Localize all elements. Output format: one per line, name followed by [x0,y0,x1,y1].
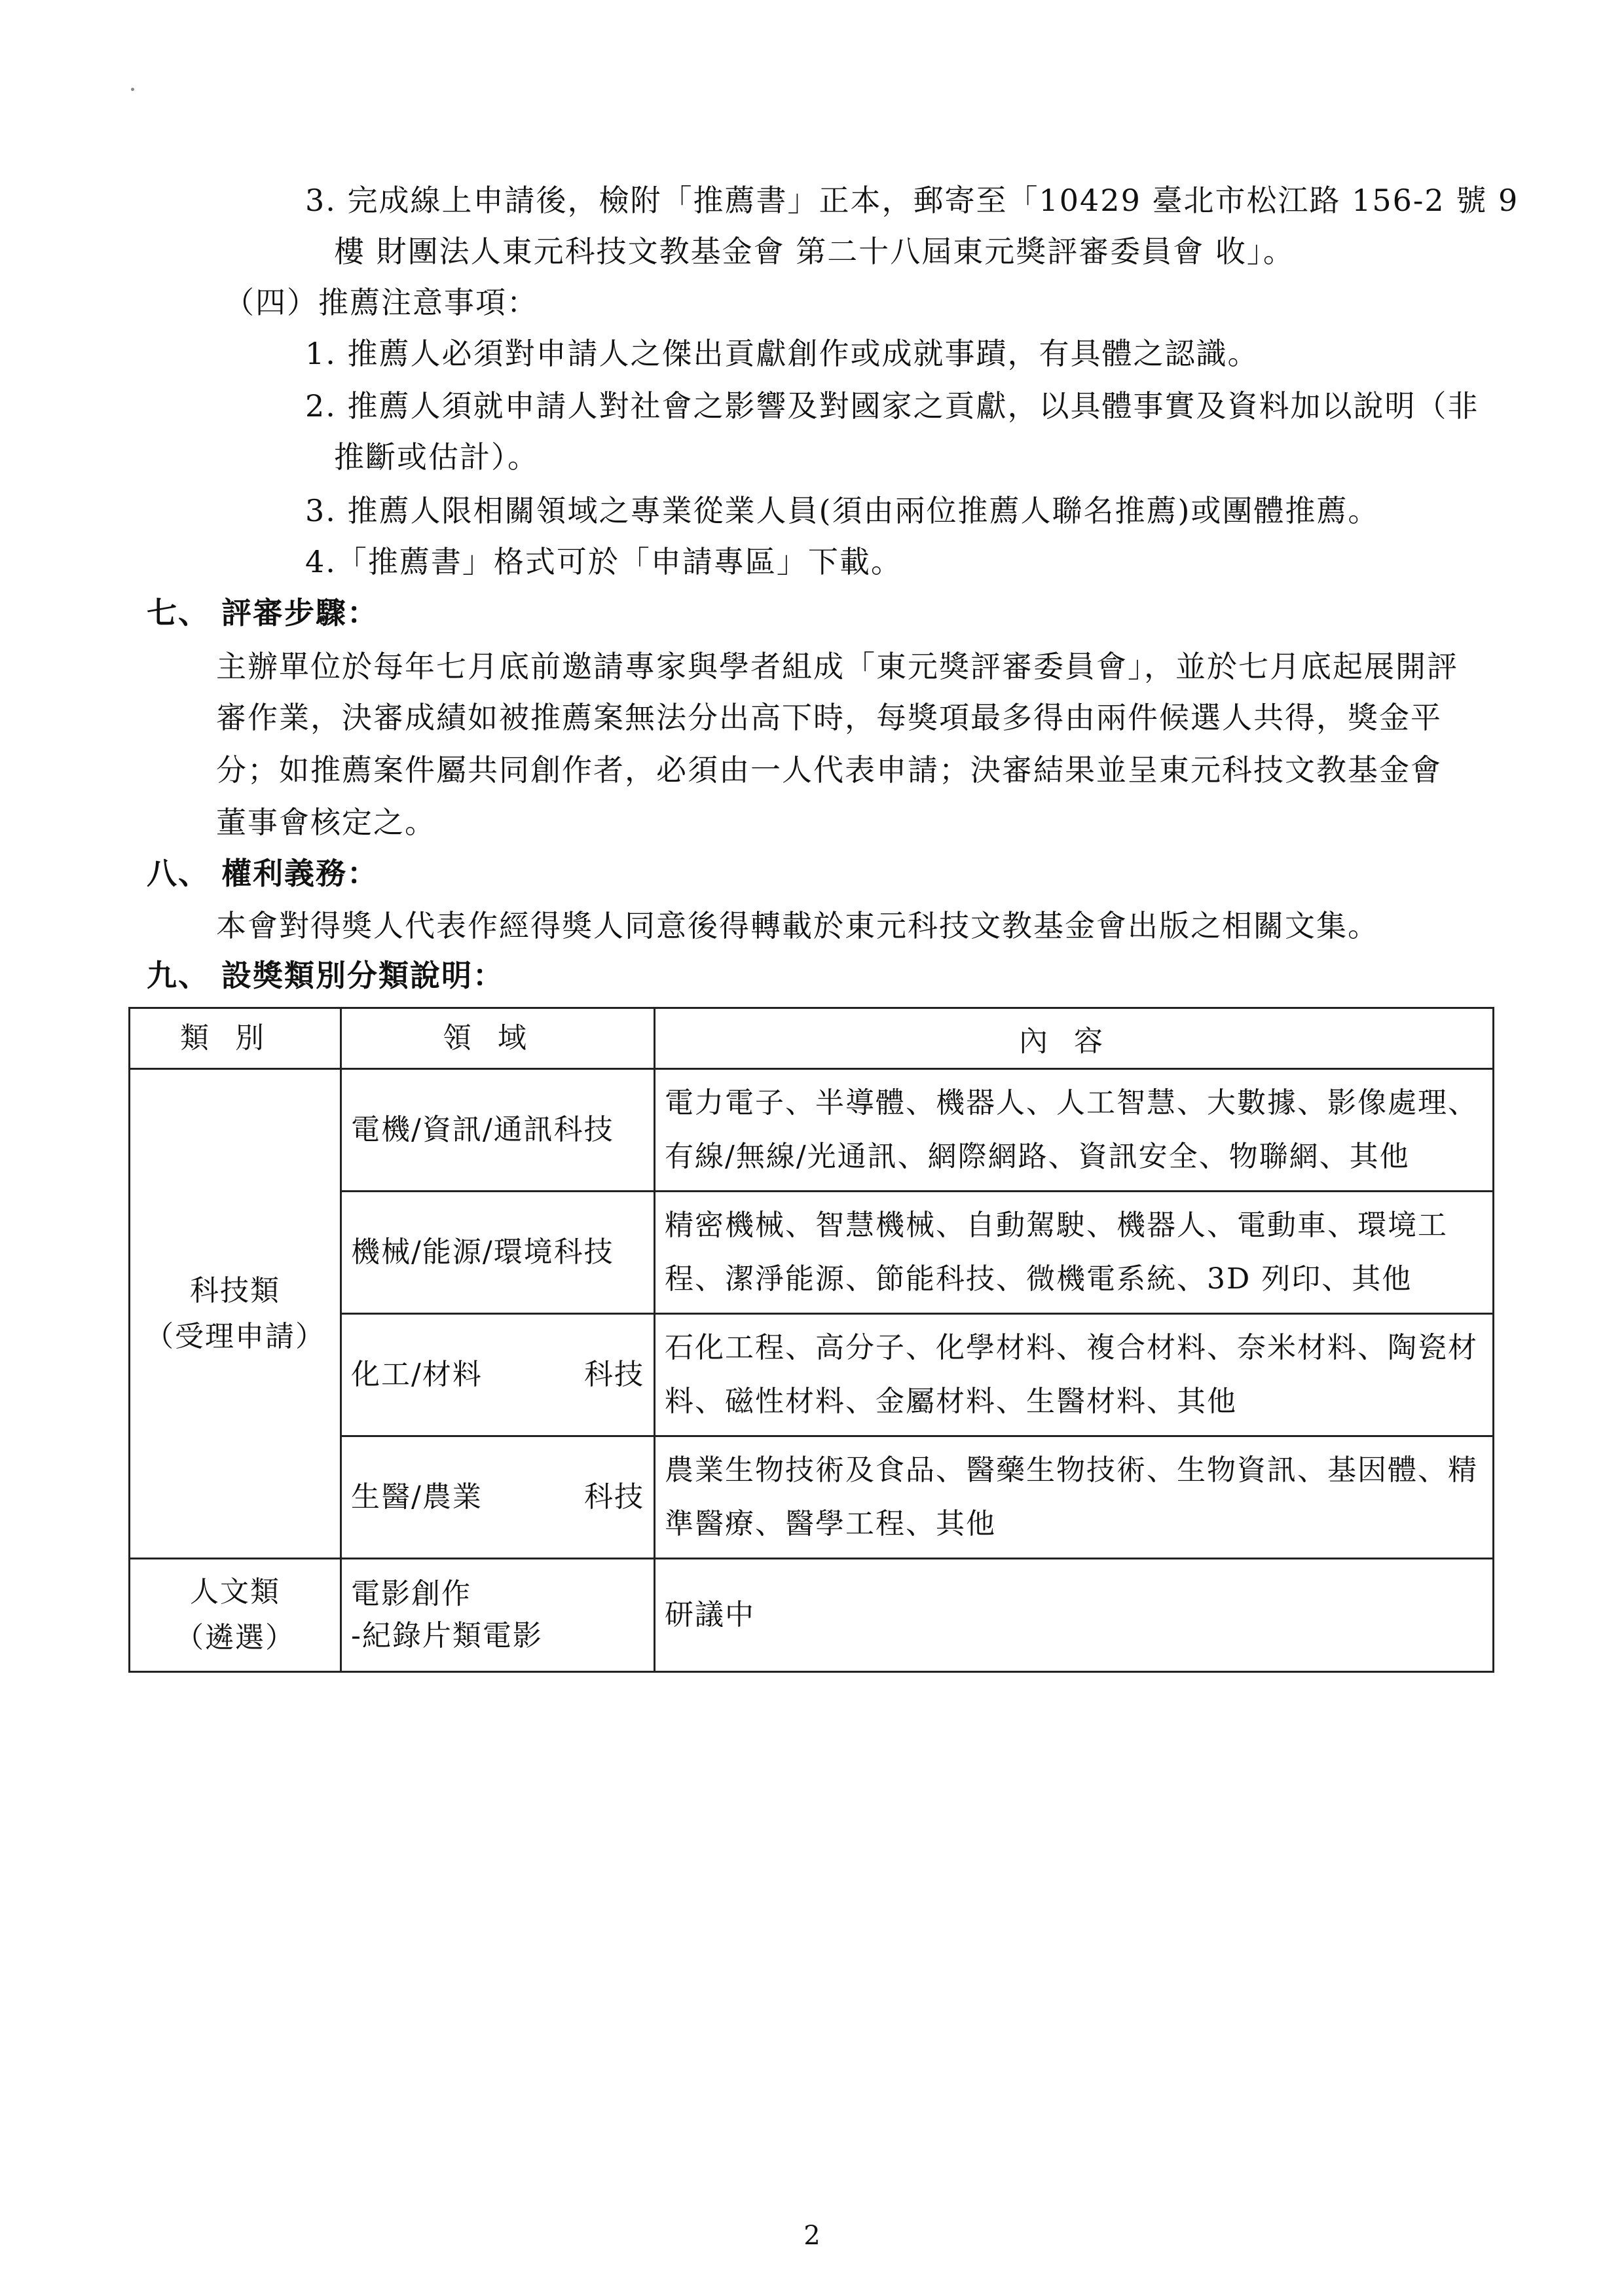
section7-para-line3: 分；如推薦案件屬共同創作者，必須由一人代表申請；決審結果並呈東元科技文教基金會 [216,752,1442,788]
page-number: 2 [803,2221,821,2251]
humanities-category-label: 人文類 [190,1575,280,1609]
award-category-table [128,1007,1494,1673]
content-cell: 精密機械、智慧機械、自動駕駛、機器人、電動車、環境工程、潔淨能源、節能科技、微機電系統、3D 列印、其他 [655,1192,1494,1314]
field-suffix: 科技 [584,1480,644,1514]
field-name: 電影創作 [351,1577,471,1611]
humanities-category-cell [130,1559,341,1672]
field-name: 化工/材料 [351,1358,483,1391]
header-category: 類別 [130,1008,341,1069]
table-row [130,1069,1494,1192]
section4-item4: 4.「推薦書」格式可於「申請專區」下載。 [305,544,902,579]
section8-para: 本會對得獎人代表作經得獎人同意後得轉載於東元科技文教基金會出版之相關文集。 [216,908,1379,943]
header-content: 內容 [655,1008,1494,1069]
table-row [130,1559,1494,1672]
item3-line2: 樓 財團法人東元科技文教基金會 第二十八屆東元獎評審委員會 收」。 [334,234,1295,269]
item3-line1: 3. 完成線上申請後，檢附「推薦書」正本，郵寄至「10429 臺北市松江路 156-2 號 9 [305,183,1519,218]
content-cell: 研議中 [655,1559,1494,1672]
section4-item2-line1: 2. 推薦人須就申請人對社會之影響及對國家之貢獻，以具體事實及資料加以說明（非 [305,388,1479,424]
field-name: 機械/能源/環境科技 [351,1235,614,1269]
header-field: 領域 [341,1008,655,1069]
section7-para-line4: 董事會核定之。 [216,805,436,840]
field-cell [341,1069,655,1192]
humanities-category-note: （遴選） [175,1621,295,1654]
tech-category-cell [130,1069,341,1559]
content-cell: 石化工程、高分子、化學材料、複合材料、奈米材料、陶瓷材料、磁性材料、金屬材料、生醫材料、其他 [655,1314,1494,1436]
table-header-row [130,1008,1494,1069]
section7-heading: 七、 評審步驟： [147,595,379,630]
field-cell [341,1559,655,1672]
section4-item3: 3. 推薦人限相關領域之專業從業人員(須由兩位推薦人聯名推薦)或團體推薦。 [305,493,1380,528]
section4-heading: （四）推薦注意事項： [224,285,538,320]
content-cell: 電力電子、半導體、機器人、人工智慧、大數據、影像處理、有線/無線/光通訊、網際網路、資訊安全、物聯網、其他 [655,1069,1494,1192]
tech-category-note: （受理申請） [145,1319,325,1353]
field-cell [341,1436,655,1559]
content-cell: 農業生物技術及食品、醫藥生物技術、生物資訊、基因體、精準醫療、醫學工程、其他 [655,1436,1494,1559]
tech-category-label: 科技類 [190,1273,280,1307]
field-cell [341,1314,655,1436]
field-subname: -紀錄片類電影 [351,1619,543,1652]
scan-speck [131,88,134,91]
section7-para-line2: 審作業，決審成績如被推薦案無法分出高下時，每獎項最多得由兩件候選人共得，獎金平 [216,700,1442,735]
section8-heading: 八、 權利義務： [147,856,379,891]
field-suffix: 科技 [584,1358,644,1391]
section9-heading: 九、 設獎類別分類說明： [147,958,505,993]
field-cell [341,1192,655,1314]
section7-para-line1: 主辦單位於每年七月底前邀請專家與學者組成「東元獎評審委員會」，並於七月底起展開評 [216,649,1458,684]
section4-item1: 1. 推薦人必須對申請人之傑出貢獻創作或成就事蹟，有具體之認識。 [305,336,1259,371]
field-name: 電機/資訊/通訊科技 [351,1113,614,1146]
section4-item2-line2: 推斷或估計）。 [334,439,539,475]
field-name: 生醫/農業 [351,1480,483,1514]
